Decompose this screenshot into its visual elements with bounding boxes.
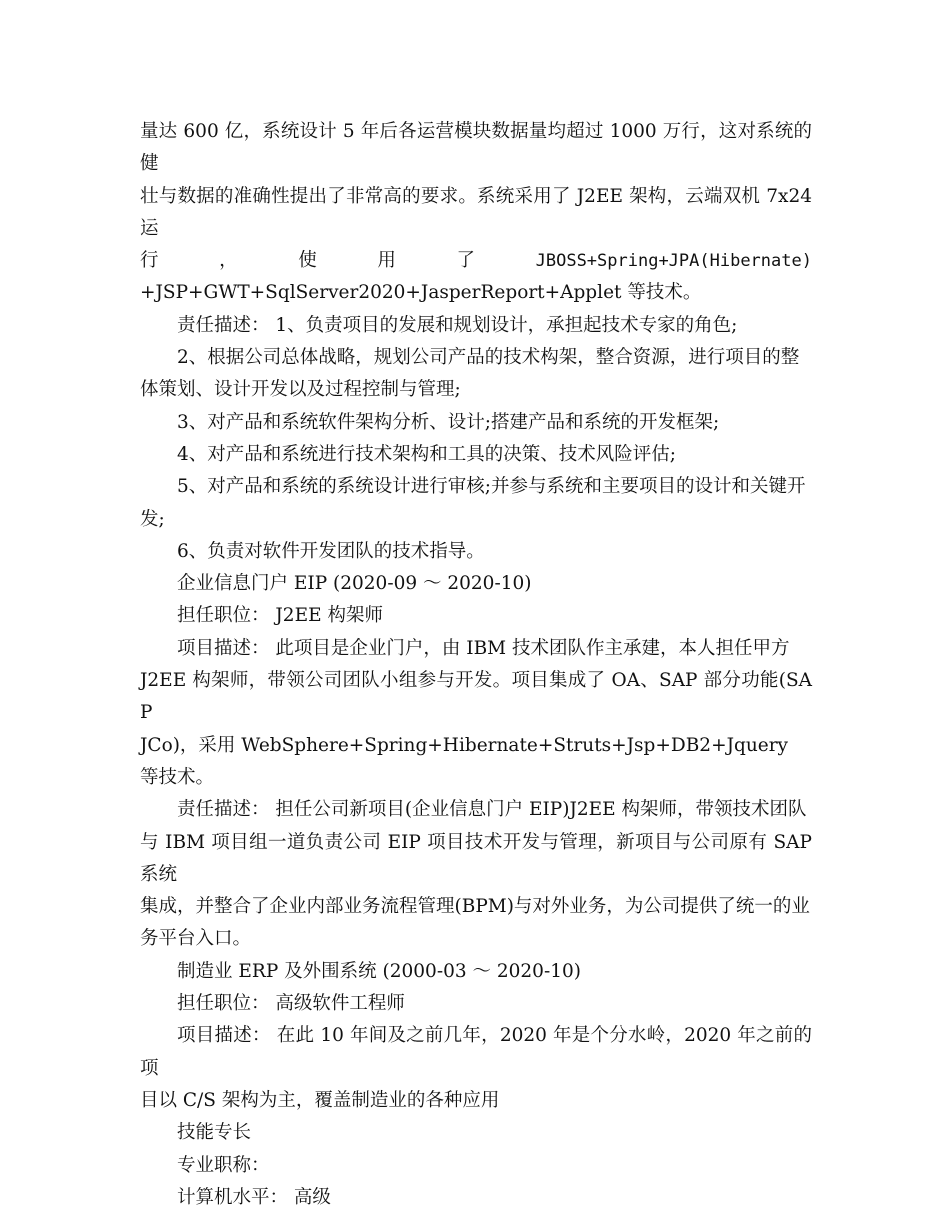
position-line: 担任职位： J2EE 构架师 xyxy=(177,605,383,627)
responsibility-description: 责任描述： 担任公司新项目(企业信息门户 EIP)J2EE 构架师，带领技术团队 xyxy=(177,799,807,821)
text-line: 集成，并整合了企业内部业务流程管理(BPM)与对外业务，为公司提供了统一的业 xyxy=(140,896,810,918)
title-line: 专业职称： xyxy=(177,1154,270,1176)
text-line: 体策划、设计开发以及过程控制与管理; xyxy=(140,379,461,401)
project-title: 企业信息门户 EIP (2020-09 ～ 2020-10) xyxy=(177,573,532,595)
spread-word: JBOSS+Spring+JPA(Hibernate) xyxy=(535,251,812,272)
project-description: 项目描述： 在此 10 年间及之前几年，2020 年是个分水岭，2020 年之前的项 xyxy=(140,1025,812,1079)
computer-level-line: 计算机水平： 高级 xyxy=(177,1186,331,1208)
responsibility-heading: 责任描述： 1、负责项目的发展和规划设计，承担起技术专家的角色; xyxy=(177,314,738,336)
text-line: 务平台入口。 xyxy=(140,928,252,950)
project-description: 项目描述： 此项目是企业门户，由 IBM 技术团队作主承建，本人担任甲方 xyxy=(177,637,790,659)
position-line: 担任职位： 高级软件工程师 xyxy=(177,993,405,1015)
list-item: 3、对产品和系统软件架构分析、设计;搭建产品和系统的开发框架; xyxy=(177,411,720,433)
text-line: 量达 600 亿，系统设计 5 年后各运营模块数据量均超过 1000 万行，这对系统的健 xyxy=(140,121,812,175)
text-line: 发; xyxy=(140,508,165,530)
spread-word: 了 xyxy=(456,250,476,272)
list-item: 6、负责对软件开发团队的技术指导。 xyxy=(177,540,485,562)
text-line: 目以 C/S 架构为主，覆盖制造业的各种应用 xyxy=(140,1089,500,1111)
text-line: 壮与数据的准确性提出了非常高的要求。系统采用了 J2EE 架构，云端双机 7x24 运 xyxy=(140,185,812,239)
list-item: 5、对产品和系统的系统设计进行审核;并参与系统和主要项目的设计和关键开 xyxy=(177,476,806,498)
spread-word: 行 xyxy=(140,250,159,272)
text-line: 与 IBM 项目组一道负责公司 EIP 项目技术开发与管理，新项目与公司原有 SAP 系统 xyxy=(140,831,812,885)
section-heading: 技能专长 xyxy=(177,1122,252,1144)
text-line: JCo)，采用 WebSphere+Spring+Hibernate+Struts+Jsp+DB2+Jquery 等技术。 xyxy=(140,734,788,788)
text-line: +JSP+GWT+SqlServer2020+JasperReport+Applet 等技术。 xyxy=(140,282,702,304)
text-line: J2EE 构架师，带领公司团队小组参与开发。项目集成了 OA、SAP 部分功能(SAP xyxy=(140,670,812,724)
list-item: 2、根据公司总体战略，规划公司产品的技术构架，整合资源，进行项目的整 xyxy=(177,347,800,369)
spread-text-line xyxy=(140,245,812,277)
list-item: 4、对产品和系统进行技术架构和工具的决策、技术风险评估; xyxy=(177,443,677,465)
project-title: 制造业 ERP 及外围系统 (2000-03 ～ 2020-10) xyxy=(177,960,581,982)
document-body xyxy=(140,116,812,1214)
spread-word: ， xyxy=(219,250,238,272)
spread-word: 使 xyxy=(298,250,317,272)
spread-word: 用 xyxy=(377,250,396,272)
